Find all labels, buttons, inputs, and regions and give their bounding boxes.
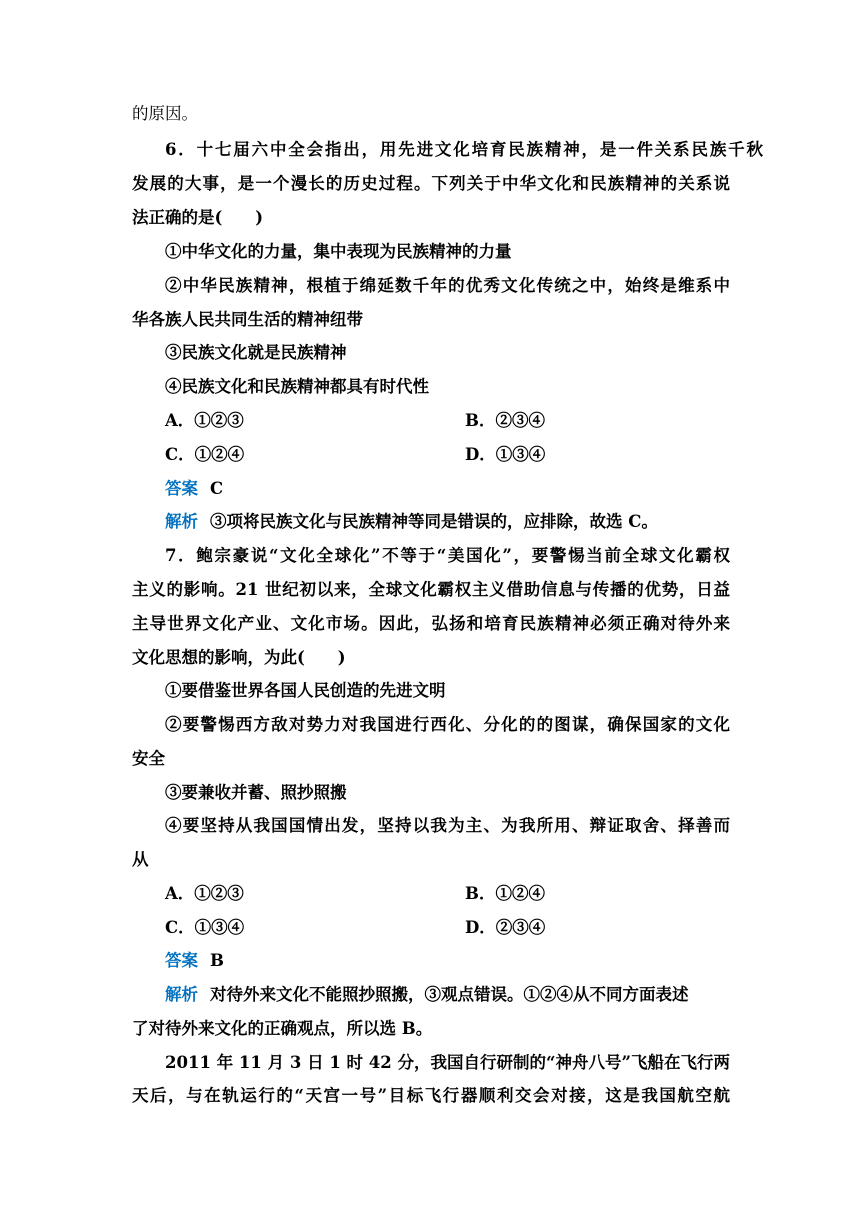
- statement-2-cont: 安全: [132, 749, 165, 768]
- explanation-line: [165, 511, 658, 533]
- passage-line: 2011 年 11 月 3 日 1 时 42 分，我国自行研制的“神舟八号”飞船在飞行两: [165, 1053, 730, 1072]
- statement-2: ②中华民族精神，根植于绵延数千年的优秀文化传统之中，始终是维系中: [165, 276, 730, 295]
- option-a: A．①②③: [165, 411, 244, 430]
- passage-line: 天后，与在轨运行的“天宫一号”目标飞行器顺利交会对接，这是我国航空航: [132, 1086, 730, 1105]
- statement-1: ①中华文化的力量，集中表现为民族精神的力量: [165, 242, 512, 261]
- answer-line: [165, 950, 224, 972]
- answer-value: C: [210, 479, 224, 498]
- option-b: B．①②④: [465, 884, 545, 903]
- statement-1: ①要借鉴世界各国人民创造的先进文明: [165, 681, 446, 700]
- explanation-line: [165, 984, 730, 1006]
- explanation-label: 解析: [165, 512, 198, 531]
- statement-2-cont: 华各族人民共同生活的精神纽带: [132, 310, 363, 329]
- question-7-stem: 主义的影响。21 世纪初以来，全球文化霸权主义借助信息与传播的优势，日益: [132, 580, 730, 599]
- explanation-cont: 了对待外来文化的正确观点，所以选 B。: [132, 1019, 433, 1038]
- statement-4-cont: 从: [132, 850, 149, 869]
- option-d: D．①③④: [465, 445, 546, 464]
- option-a: A．①②③: [165, 884, 244, 903]
- explanation-text: ③项将民族文化与民族精神等同是错误的，应排除，故选 C。: [210, 512, 658, 531]
- question-6-stem: 6．十七届六中全会指出，用先进文化培育民族精神，是一件关系民族千秋: [165, 140, 763, 159]
- statement-4: ④要坚持从我国国情出发，坚持以我为主、为我所用、辩证取舍、择善而: [165, 816, 730, 835]
- paragraph-line: 的原因。: [132, 104, 198, 123]
- question-7-stem: 主导世界文化产业、文化市场。因此，弘扬和培育民族精神必须正确对待外来: [132, 614, 730, 633]
- explanation-label: 解析: [165, 985, 198, 1004]
- question-6-stem: 发展的大事，是一个漫长的历史过程。下列关于中华文化和民族精神的关系说: [132, 174, 730, 193]
- statement-3: ③民族文化就是民族精神: [165, 343, 347, 362]
- statement-4: ④民族文化和民族精神都具有时代性: [165, 377, 429, 396]
- answer-label: 答案: [165, 951, 198, 970]
- option-b: B．②③④: [465, 411, 545, 430]
- question-7-stem: 7．鲍宗豪说“文化全球化”不等于“美国化”，要警惕当前全球文化霸权: [165, 546, 730, 565]
- statement-3: ③要兼收并蓄、照抄照搬: [165, 783, 347, 802]
- question-7-stem: 文化思想的影响，为此( ): [132, 648, 346, 667]
- answer-line: [165, 478, 223, 500]
- explanation-text: 对待外来文化不能照抄照搬，③观点错误。①②④从不同方面表述: [210, 985, 689, 1004]
- answer-label: 答案: [165, 479, 198, 498]
- option-c: C．①②④: [165, 445, 245, 464]
- answer-value: B: [210, 951, 224, 970]
- statement-2: ②要警惕西方敌对势力对我国进行西化、分化的的图谋，确保国家的文化: [165, 715, 730, 734]
- option-c: C．①③④: [165, 918, 245, 937]
- option-d: D．②③④: [465, 918, 546, 937]
- question-6-stem: 法正确的是( ): [132, 208, 264, 227]
